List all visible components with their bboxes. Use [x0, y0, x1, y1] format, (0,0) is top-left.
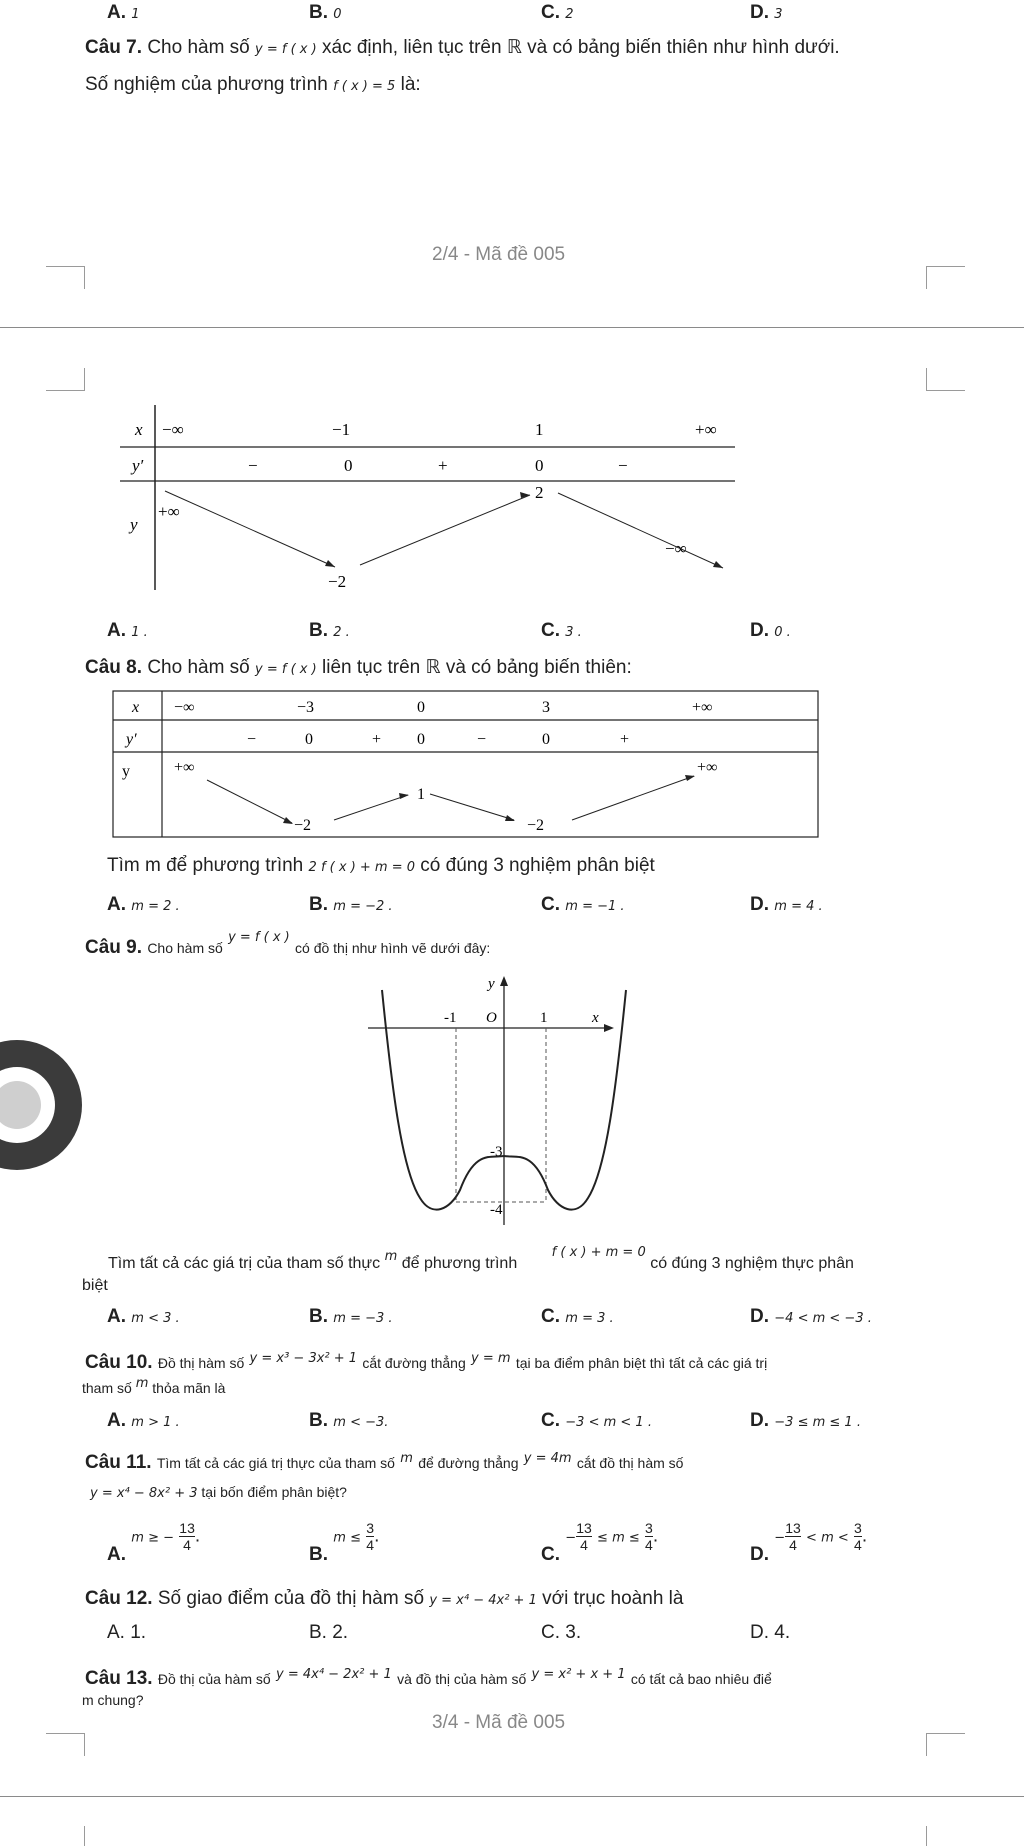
q11-option-b[interactable]: B. m ≤ $\frac{3}{4}$ . — [309, 1520, 380, 1565]
q12-option-a[interactable]: A. 1. — [107, 1622, 147, 1643]
q7-y-bottom: −∞ — [665, 539, 687, 558]
q11-option-a[interactable]: A. m ≥ − $\frac{13}{4}$ . — [107, 1520, 201, 1565]
q8-x-m3: −3 — [297, 699, 315, 716]
q9-option-b[interactable]: B. m = −3 . — [309, 1306, 393, 1327]
q12-option-d[interactable]: D. 4. — [750, 1622, 791, 1643]
q8-prompt: Tìm m để phương trình 2 f ( x ) + m = 0 có đúng 3 nghiệm phân biệt — [107, 855, 655, 876]
q9-label: Câu 9. — [85, 937, 143, 958]
q8-y-top-right: +∞ — [697, 759, 718, 776]
q9-y-axis-label: y — [488, 976, 495, 992]
q7-sign-1: − — [248, 456, 258, 475]
crop-mark — [926, 1733, 965, 1756]
q8-sign-1: − — [247, 731, 257, 748]
q7-x-label: x — [135, 420, 143, 439]
q10-question-line2: tham số m thỏa mãn là — [82, 1376, 226, 1396]
q9-option-d[interactable]: D. −4 < m < −3 . — [750, 1306, 872, 1327]
q8-zero-1: 0 — [305, 731, 313, 748]
q13-label: Câu 13. — [85, 1668, 153, 1689]
q11-question-line2: y = x⁴ − 8x² + 3 tại bốn điểm phân biệt? — [90, 1484, 347, 1501]
q6-option-b[interactable]: B. 0 — [309, 2, 342, 23]
q7-neg-inf: −∞ — [162, 420, 184, 439]
q8-option-a[interactable]: A. m = 2 . — [107, 894, 180, 915]
q9-option-a[interactable]: A. m < 3 . — [107, 1306, 180, 1327]
crop-mark — [84, 1826, 85, 1846]
crop-mark — [926, 368, 965, 391]
q10-label: Câu 10. — [85, 1352, 153, 1373]
q12-option-c[interactable]: C. 3. — [541, 1622, 582, 1643]
q9-prompt: Tìm tất cả các giá trị của tham số thực $^m$ để phương trình $^{f ( x ) + m = 0}$ có đúng 3 nghiệm thực phân — [108, 1245, 854, 1272]
q8-sign-3: − — [477, 731, 487, 748]
q7-y-top: +∞ — [158, 502, 180, 521]
q7-x-m1: −1 — [332, 420, 351, 439]
crop-mark — [46, 266, 85, 289]
q8-sign-4: + — [620, 731, 630, 748]
q8-question: Câu 8. Cho hàm số y = f ( x ) liên tục trên ℝ và có bảng biến thiên: — [85, 657, 632, 678]
q7-yp-label: y′ — [132, 456, 144, 475]
q8-zero-3: 0 — [542, 731, 550, 748]
crop-mark — [926, 266, 965, 289]
q8-yp-label: y′ — [126, 731, 137, 748]
page-footer-3: 3/4 - Mã đề 005 — [432, 1712, 566, 1733]
q7-zero-1: 0 — [344, 456, 353, 475]
q10-option-d[interactable]: D. −3 ≤ m ≤ 1 . — [750, 1410, 861, 1431]
q10-option-a[interactable]: A. m > 1 . — [107, 1410, 180, 1431]
q8-x-3: 3 — [542, 699, 550, 716]
q9-tick-m1: -1 — [444, 1010, 457, 1026]
q8-option-d[interactable]: D. m = 4 . — [750, 894, 823, 915]
q11-label: Câu 11. — [85, 1452, 152, 1473]
q7-y-max: 2 — [535, 483, 544, 502]
q6-option-d[interactable]: D. 3 — [750, 2, 783, 23]
q7-x-1: 1 — [535, 420, 544, 439]
q9-graph — [360, 970, 630, 1235]
q13-question: Câu 13. Đồ thị của hàm số $^{y = 4x^4 - 2x^2 + 1}$ và đồ thị của hàm số $^{y = x^2 + x + 1}$ có tất cả bao nhiêu điể — [85, 1667, 772, 1689]
q6-option-a[interactable]: A. 1 — [107, 2, 140, 23]
page-divider — [0, 327, 1024, 328]
q9-option-c[interactable]: C. m = 3 . — [541, 1306, 614, 1327]
q7-question: Câu 7. Cho hàm số y = f ( x ) xác định, liên tục trên ℝ và có bảng biến thiên như hình dưới. — [85, 37, 840, 58]
q8-neg-inf: −∞ — [174, 699, 195, 716]
q8-y-label: y — [122, 763, 130, 780]
q7-y-min: −2 — [328, 572, 347, 591]
q7-y-label: y — [130, 515, 138, 534]
q7-option-d[interactable]: D. 0 . — [750, 620, 791, 641]
q7-sign-2: + — [438, 456, 448, 475]
q11-option-d[interactable]: D. − $\frac{13}{4}$ < m < $\frac{3}{4}$ . — [750, 1520, 868, 1565]
q8-y-min-2: −2 — [527, 817, 545, 834]
q8-y-max: 1 — [417, 786, 425, 803]
q9-tick-m4: -4 — [490, 1202, 503, 1218]
q8-variation-table — [112, 690, 820, 840]
q12-option-b[interactable]: B. 2. — [309, 1622, 349, 1643]
q7-variation-table — [110, 405, 750, 595]
q12-question: Câu 12. Số giao điểm của đồ thị hàm số y = x⁴ − 4x² + 1 với trục hoành là — [85, 1588, 684, 1609]
q12-label: Câu 12. — [85, 1588, 153, 1609]
q8-y-min-1: −2 — [294, 817, 312, 834]
q7-option-b[interactable]: B. 2 . — [309, 620, 350, 641]
q7-zero-2: 0 — [535, 456, 544, 475]
q7-question-line2: Số nghiệm của phương trình f ( x ) = 5 là: — [85, 74, 421, 95]
crop-mark — [46, 368, 85, 391]
q13-question-line2: m chung? — [82, 1692, 144, 1708]
q7-label: Câu 7. — [85, 37, 143, 58]
q8-y-top-left: +∞ — [174, 759, 195, 776]
crop-mark — [46, 1733, 85, 1756]
q9-x-axis-label: x — [592, 1010, 599, 1026]
q9-tick-m3: -3 — [490, 1144, 503, 1160]
q8-x-0: 0 — [417, 699, 425, 716]
q11-option-c[interactable]: C. − $\frac{13}{4}$ ≤ m ≤ $\frac{3}{4}$ . — [541, 1520, 659, 1565]
q6-option-c[interactable]: C. 2 — [541, 2, 574, 23]
q8-option-c[interactable]: C. m = −1 . — [541, 894, 625, 915]
q7-pos-inf: +∞ — [695, 420, 717, 439]
q10-option-c[interactable]: C. −3 < m < 1 . — [541, 1410, 652, 1431]
q8-option-b[interactable]: B. m = −2 . — [309, 894, 393, 915]
q8-sign-2: + — [372, 731, 382, 748]
q10-question: Câu 10. Đồ thị hàm số $^{y = x^3 - 3x^2 + 1}$ cắt đường thẳng $^{y = m}$ tại ba điểm phân biệt thì tất cả các giá trị — [85, 1351, 768, 1373]
q8-zero-2: 0 — [417, 731, 425, 748]
q8-pos-inf: +∞ — [692, 699, 713, 716]
q7-sign-3: − — [618, 456, 628, 475]
q7-option-a[interactable]: A. 1 . — [107, 620, 148, 641]
q10-option-b[interactable]: B. m < −3. — [309, 1410, 389, 1431]
q9-prompt-line2: biệt — [82, 1277, 108, 1294]
q9-tick-1: 1 — [540, 1010, 548, 1026]
q11-question: Câu 11. Tìm tất cả các giá trị thực của tham số $^m$ để đường thẳng $^{y = 4m}$ cắt đồ thị hàm số — [85, 1451, 684, 1473]
q9-origin-label: O — [486, 1010, 497, 1026]
q8-x-label: x — [132, 699, 140, 716]
q8-label: Câu 8. — [85, 657, 143, 678]
page-divider — [0, 1796, 1024, 1797]
screen-overlay-ring-icon[interactable] — [0, 1040, 82, 1170]
page-footer-2: 2/4 - Mã đề 005 — [432, 244, 566, 265]
crop-mark — [926, 1826, 927, 1846]
q7-option-c[interactable]: C. 3 . — [541, 620, 582, 641]
q9-question: Câu 9. Cho hàm số $^{y = f ( x )}$ có đồ thị như hình vẽ dưới đây: — [85, 930, 491, 958]
